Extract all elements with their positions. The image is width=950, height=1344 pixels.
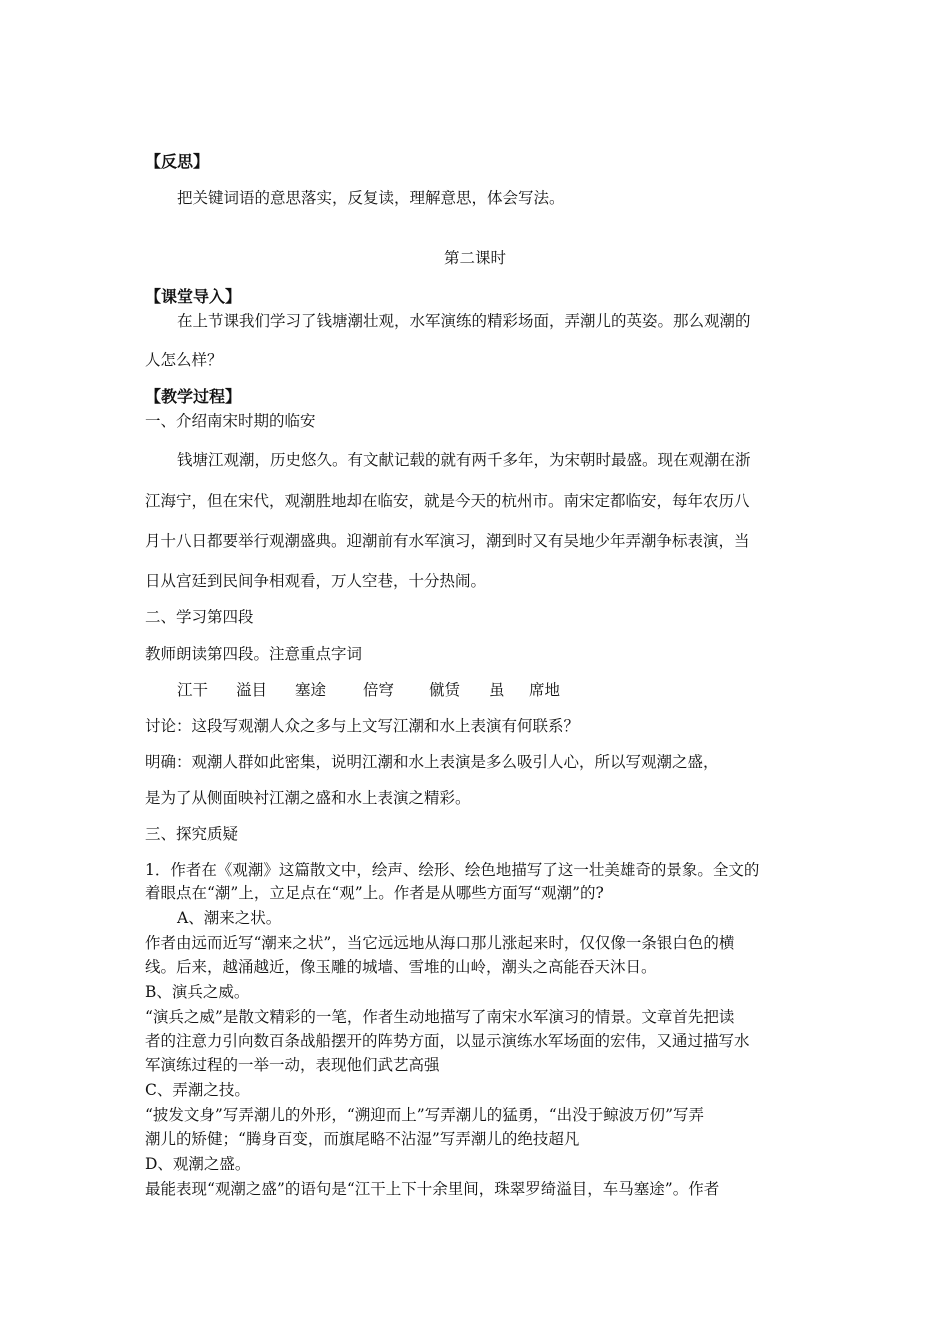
- question-line: 着眼点在“潮”上，立足点在“观”上。作者是从哪些方面写“观潮”的?: [145, 884, 604, 902]
- key-word: 江干: [177, 681, 209, 699]
- answer-b-line: 者的注意力引向数百条战船摆开的阵势方面，以显示演练水军场面的宏伟，又通过描写水: [145, 1032, 750, 1050]
- answer-a-title: A、潮来之状。: [177, 909, 282, 927]
- part3-title: 三、探究质疑: [145, 825, 239, 843]
- part1-paragraph-line: 日从宫廷到民间争相观看，万人空巷，十分热闹。: [145, 572, 487, 590]
- part1-paragraph-line: 月十八日都要举行观潮盛典。迎潮前有水军演习，潮到时又有吴地少年弄潮争标表演，当: [145, 532, 750, 550]
- question-line: 1．作者在《观潮》这篇散文中，绘声、绘形、绘色地描写了这一壮美雄奇的景象。全文的: [145, 861, 760, 879]
- intro-paragraph-line: 在上节课我们学习了钱塘潮壮观，水军演练的精彩场面，弄潮儿的英姿。那么观潮的: [177, 312, 751, 330]
- key-word: 虽: [489, 681, 505, 699]
- part2-reading-instruction: 教师朗读第四段。注意重点字词: [145, 645, 363, 663]
- key-word: 席地: [529, 681, 561, 699]
- key-word: 僦赁: [429, 681, 461, 699]
- answer-b-line: “演兵之威”是散文精彩的一笔，作者生动地描写了南宋水军演习的情景。文章首先把读: [145, 1008, 735, 1026]
- answer-b-title: B、演兵之威。: [145, 983, 250, 1001]
- reflection-text: 把关键词语的意思落实，反复读，理解意思，体会写法。: [177, 189, 565, 207]
- lesson-title: 第二课时: [443, 249, 506, 267]
- key-word: 溢目: [236, 681, 268, 699]
- part1-paragraph-line: 钱塘江观潮，历史悠久。有文献记载的就有两千多年，为宋朝时最盛。现在观潮在浙: [177, 451, 751, 469]
- answer-b-line: 军演练过程的一举一动，表现他们武艺高强: [145, 1056, 440, 1074]
- answer-a-line: 作者由远而近写“潮来之状”，当它远远地从海口那儿涨起来时，仅仅像一条银白色的横: [145, 934, 735, 952]
- intro-paragraph-line: 人怎么样？: [145, 351, 223, 369]
- answer-c-title: C、弄潮之技。: [145, 1081, 250, 1099]
- answer-c-line: “披发文身”写弄潮儿的外形，“溯迎而上”写弄潮儿的猛勇，“出没于鲸波万仞”写弄: [145, 1106, 705, 1124]
- intro-heading: 【课堂导入】: [145, 287, 242, 306]
- answer-d-title: D、观潮之盛。: [145, 1155, 251, 1173]
- clarification-line: 是为了从侧面映衬江潮之盛和水上表演之精彩。: [145, 789, 471, 807]
- answer-d-line: 最能表现“观潮之盛”的语句是“江干上下十余里间，珠翠罗绮溢目，车马塞途”。作者: [145, 1180, 720, 1198]
- process-heading: 【教学过程】: [145, 387, 242, 406]
- answer-c-line: 潮儿的矫健；“腾身百变，而旗尾略不沾湿”写弄潮儿的绝技超凡: [145, 1130, 580, 1148]
- discussion-question: 讨论：这段写观潮人众之多与上文写江潮和水上表演有何联系？: [145, 717, 580, 735]
- reflection-heading: 【反思】: [145, 152, 210, 171]
- part1-title: 一、介绍南宋时期的临安: [145, 412, 316, 430]
- answer-a-line: 线。后来，越涌越近，像玉雕的城墙、雪堆的山岭，潮头之高能吞天沐日。: [145, 958, 657, 976]
- part2-title: 二、学习第四段: [145, 608, 254, 626]
- key-word: 塞途: [295, 681, 327, 699]
- key-word: 倍穹: [363, 681, 395, 699]
- part1-paragraph-line: 江海宁，但在宋代，观潮胜地却在临安，就是今天的杭州市。南宋定都临安，每年农历八: [145, 492, 750, 510]
- clarification-line: 明确：观潮人群如此密集，说明江潮和水上表演是多么吸引人心，所以写观潮之盛，: [145, 753, 719, 771]
